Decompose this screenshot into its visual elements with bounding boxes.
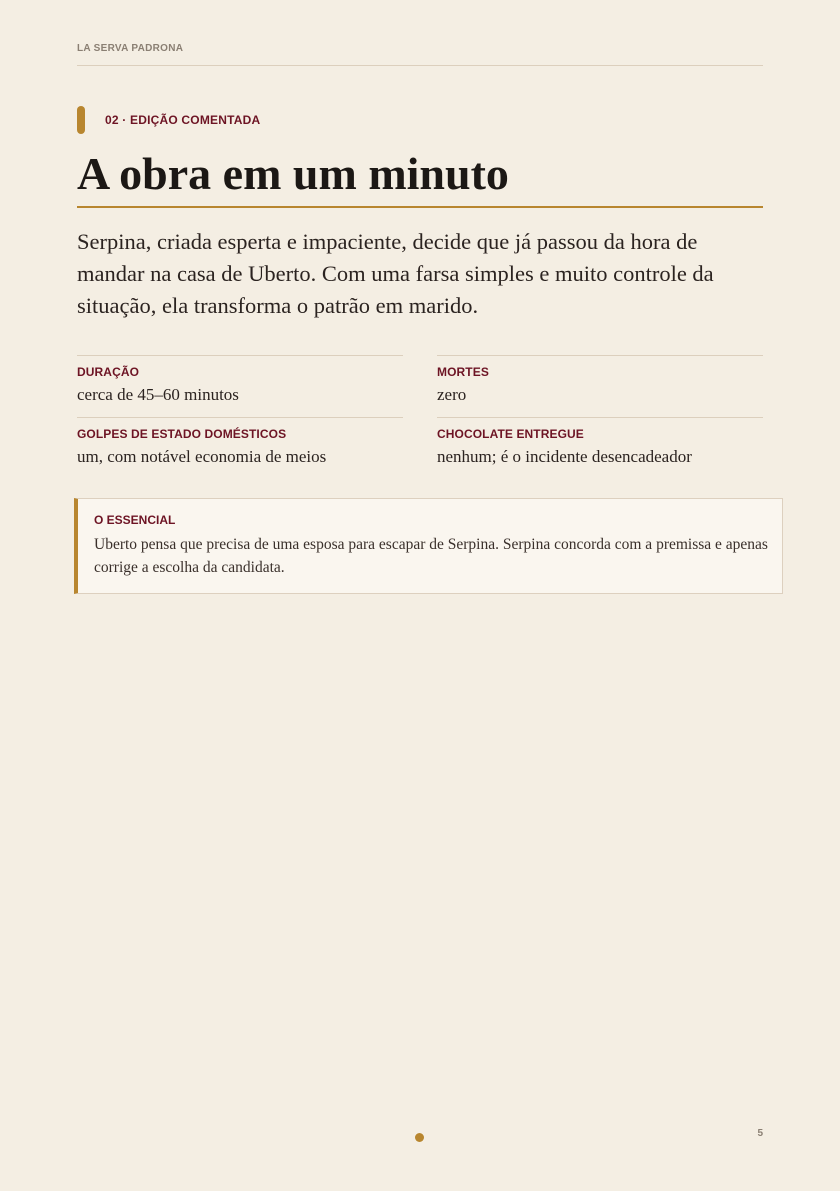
fact-value: um, com notável economia de meios [77,447,327,466]
fact-item [437,417,763,479]
fact-value: cerca de 45–60 minutos [77,385,239,404]
facts-grid [77,355,763,479]
fact-value: zero [437,385,467,404]
kicker-accent-bar [77,106,85,134]
page-number: 5 [757,1128,763,1139]
fact-label: CHOCOLATE ENTREGUE [437,427,584,441]
callout-label: O ESSENCIAL [94,513,176,527]
section-kicker [77,106,260,134]
fact-item [77,417,403,479]
page-title: A obra em um minuto [77,146,763,208]
fact-value: nenhum; é o incidente desencadeador [437,447,692,466]
running-header: LA SERVA PADRONA [77,43,763,66]
callout-text: Uberto pensa que precisa de uma esposa para escapar de Serpina. Serpina concorda com a premissa e apenas corrige a escolha da candidata. [94,536,768,576]
fact-item [77,355,403,417]
fact-label: DURAÇÃO [77,365,140,379]
kicker-text: 02 · EDIÇÃO COMENTADA [105,113,261,127]
fact-label: MORTES [437,365,489,379]
essential-callout [74,498,783,594]
lead-paragraph: Serpina, criada esperta e impaciente, decide que já passou da hora de mandar na casa de Uberto. Com uma farsa simples e muito controle da situação, ela transforma o patrão em marido. [77,229,714,318]
fact-item [437,355,763,417]
fact-label: GOLPES DE ESTADO DOMÉSTICOS [77,427,287,441]
footer-dot-ornament [415,1133,424,1142]
